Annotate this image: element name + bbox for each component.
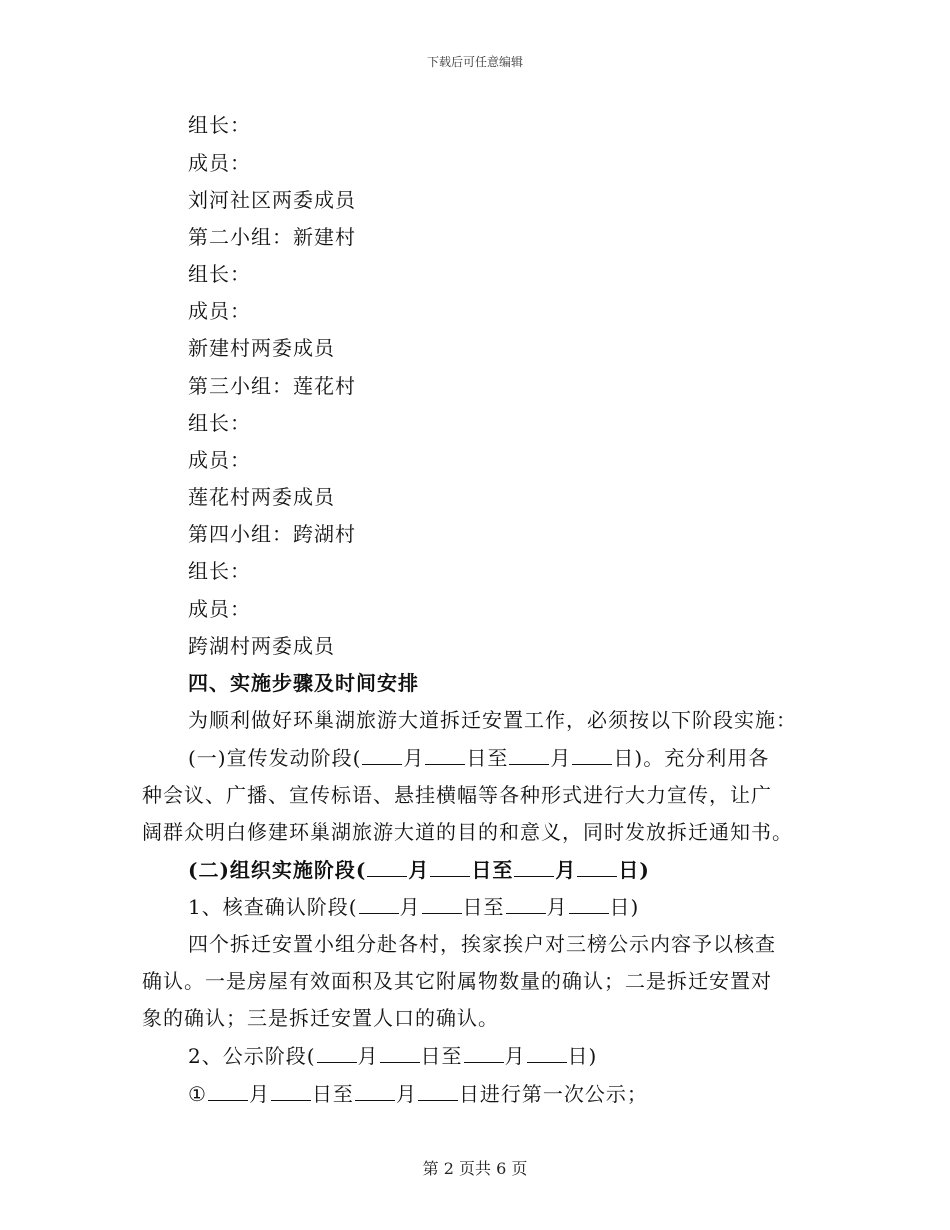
blank-field xyxy=(509,744,549,765)
text-line: 第四小组：跨湖村 xyxy=(188,522,356,546)
blank-field xyxy=(355,1080,395,1101)
section-heading: 四、实施步骤及时间安排 xyxy=(188,671,419,695)
text-line: ① 月 日至 月 日进行第一次公示； xyxy=(188,1082,648,1106)
text-line: 第二小组：新建村 xyxy=(188,225,356,249)
text-line: 刘河社区两委成员 xyxy=(188,188,356,212)
text-line: 组长： xyxy=(188,262,251,286)
blank-field xyxy=(418,1080,458,1101)
text-line: 成员： xyxy=(188,597,251,621)
text-line: 组长： xyxy=(188,559,251,583)
blank-field xyxy=(572,744,612,765)
page-header: 下载后可任意编辑 xyxy=(426,55,523,69)
blank-field xyxy=(380,1042,420,1063)
text-line: 跨湖村两委成员 xyxy=(188,634,335,658)
text-line: 成员： xyxy=(188,448,251,472)
blank-field xyxy=(569,893,609,914)
blank-field xyxy=(359,893,399,914)
blank-field xyxy=(367,856,407,877)
text-line: 为顺利做好环巢湖旅游大道拆迁安置工作，必须按以下阶段实施： xyxy=(188,708,797,732)
text-line: 新建村两委成员 xyxy=(188,336,335,360)
text-line: (一)宣传发动阶段( 月 日至 月 日)。充分利用各 xyxy=(188,746,770,770)
text-line: 四个拆迁安置小组分赴各村，挨家挨户对三榜公示内容予以核查 xyxy=(188,932,776,956)
blank-field xyxy=(577,856,617,877)
blank-field xyxy=(506,893,546,914)
text-line: 种会议、广播、宣传标语、悬挂横幅等各种形式进行大力宣传，让广 xyxy=(142,783,772,807)
blank-field xyxy=(464,1042,504,1063)
text-line: 成员： xyxy=(188,299,251,323)
text-line: 2、公示阶段( 月 日至 月 日) xyxy=(188,1044,598,1068)
blank-field xyxy=(422,893,462,914)
blank-field xyxy=(271,1080,311,1101)
blank-field xyxy=(208,1080,248,1101)
blank-field xyxy=(317,1042,357,1063)
blank-field xyxy=(362,744,402,765)
blank-field xyxy=(514,856,554,877)
text-line: 组长： xyxy=(188,411,251,435)
blank-field xyxy=(425,744,465,765)
subsection-heading: (二)组织实施阶段( 月 日至 月 日) xyxy=(188,858,650,882)
text-line: 组长： xyxy=(188,113,251,137)
blank-field xyxy=(527,1042,567,1063)
text-line: 成员： xyxy=(188,151,251,175)
text-line: 阔群众明白修建环巢湖旅游大道的目的和意义，同时发放拆迁通知书。 xyxy=(142,820,793,844)
text-line: 第三小组：莲花村 xyxy=(188,374,356,398)
blank-field xyxy=(430,856,470,877)
page-footer: 第 2 页共 6 页 xyxy=(422,1159,528,1178)
text-line: 确认。一是房屋有效面积及其它附属物数量的确认；二是拆迁安置对 xyxy=(142,969,772,993)
text-line: 1、核查确认阶段( 月 日至 月 日) xyxy=(188,895,640,919)
text-line: 象的确认；三是拆迁安置人口的确认。 xyxy=(142,1006,499,1030)
text-line: 莲花村两委成员 xyxy=(188,485,335,509)
